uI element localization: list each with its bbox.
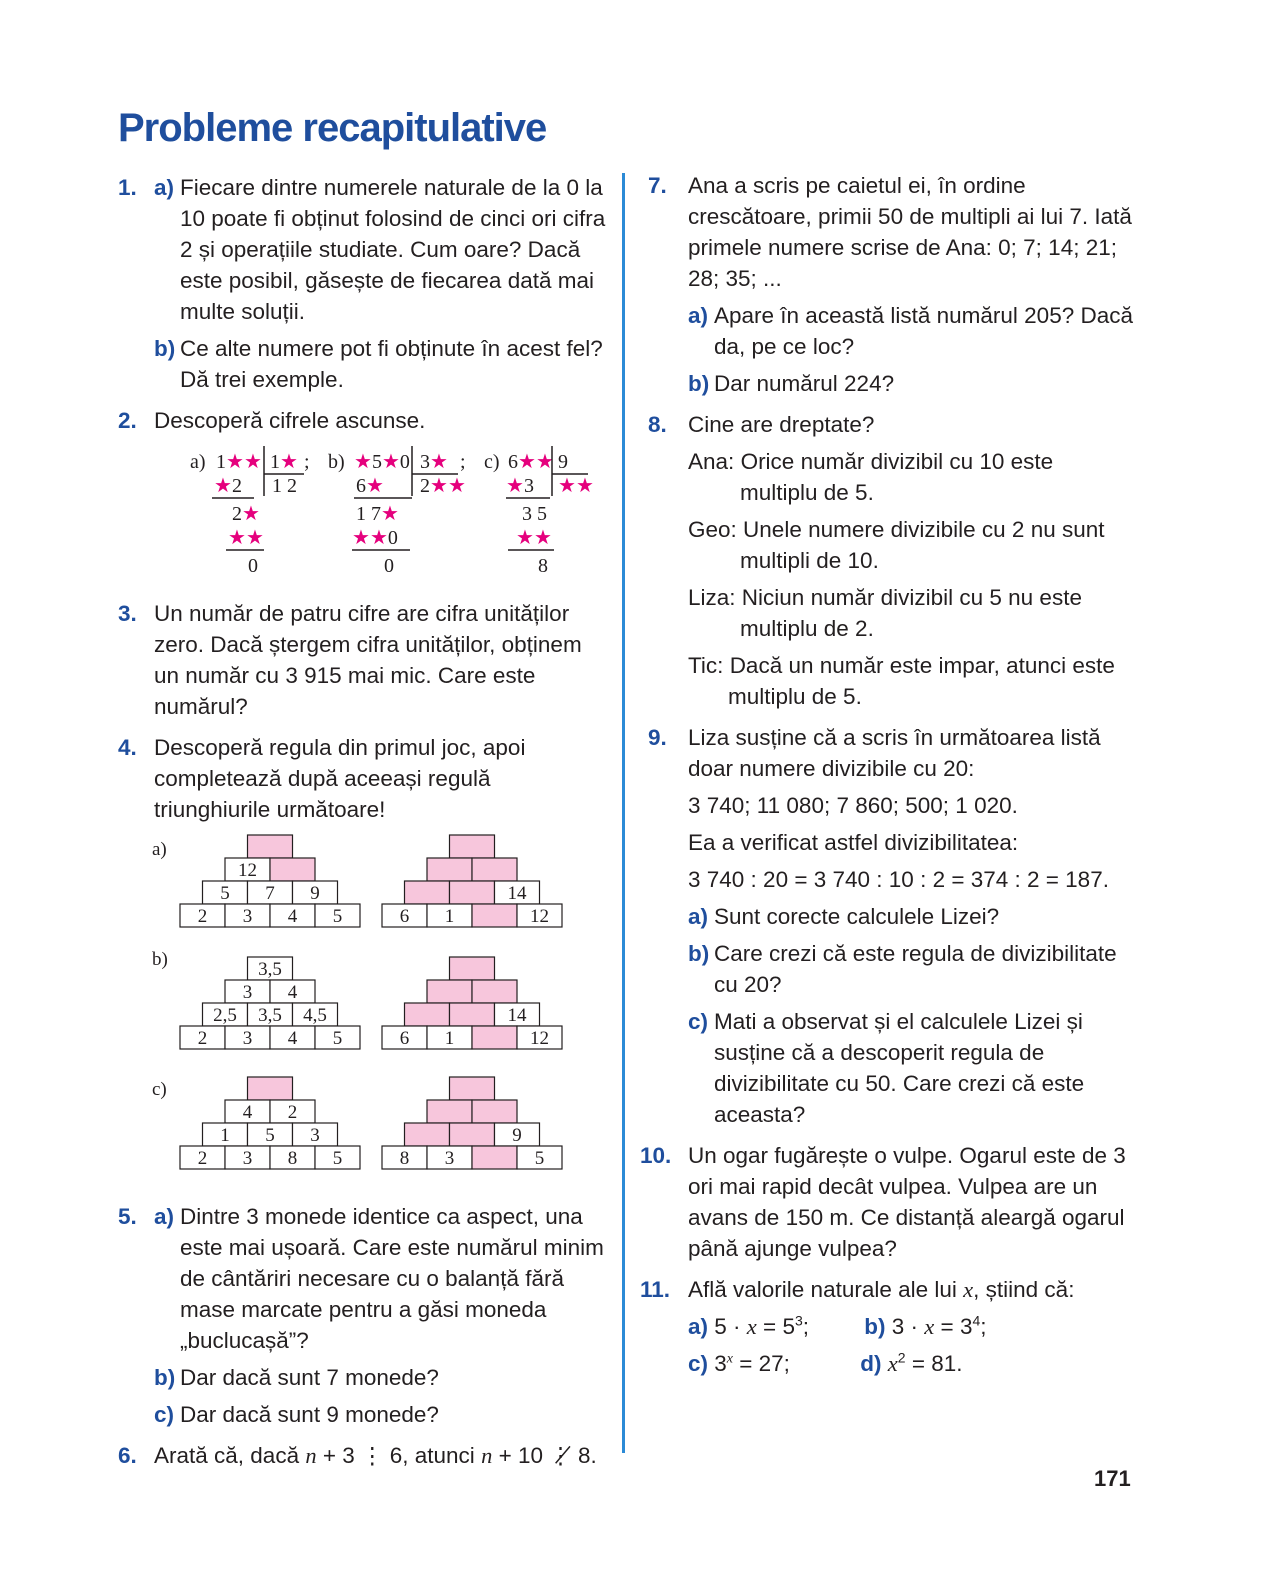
pyramid-cell-value: 2 [287,1102,298,1123]
problem-text: Află valorile naturale ale lui [688,1277,964,1302]
pyramid-cell-value: 14 [507,883,527,904]
pyramid-cell-value: 1 [444,906,455,927]
problem-text: Un număr de patru cifre are cifra unităților zero. Dacă ștergem cifra unităților, obținem un număr cu 3 915 mai mic. Care este numărul? [154,601,582,719]
pyramid-cell-value: 8 [399,1148,410,1169]
division-a-remainder: 0 [248,555,258,577]
pyramid-cell-value: 3 [242,1148,253,1169]
division-b-quotient: 2★★ [420,475,466,497]
subpoint-label: a) [154,175,175,200]
subpoint-label: b) [154,1365,176,1390]
equation-part: = 27; [733,1351,790,1376]
division-c-label: c) [484,451,500,473]
problem-4 [118,732,608,1191]
speaker-name: Ana: [688,449,735,474]
pyramid-b-label: b) [152,949,168,970]
division-b-semicolon: ; [460,451,466,473]
equation-part: 3 [714,1351,727,1376]
pyramid-cell-value: 9 [512,1125,522,1146]
problem-text: Ea a verificat astfel divizibilitatea: [688,830,1019,855]
division-b-label: b) [328,451,345,473]
division-puzzles [154,444,594,584]
problem-number: 11. [640,1277,671,1302]
problem-text: Dintre 3 monede identice ca aspect, una este mai ușoară. Care este numărul minim de cântăriri necesare cu o balanță fără mase marcate pentru a găsi moneda „buclucașă”? [180,1204,604,1353]
division-c-divisor: 9 [558,451,568,473]
problem-5-b [154,1362,608,1393]
dialog-line [688,582,1138,644]
problem-text: Ce alte numere pot fi obținute în acest fel? Dă trei exemple. [180,336,603,392]
division-c-quotient: ★★ [558,475,594,497]
pyramid-cell-value: 12 [238,860,257,881]
division-b-partial: 1 7★ [356,503,399,525]
pyramid-cell-value: 14 [507,1005,527,1026]
subpoint-label: b) [688,941,710,966]
dialog-line [688,650,1138,712]
division-b-subtrahend: 6★ [356,475,384,497]
division-a-semicolon: ; [304,451,310,473]
problem-text: Liza susține că a scris în următoarea listă doar numere divizibile cu 20: [688,725,1101,781]
equation-part: ; [802,1314,810,1339]
subpoint-label: b) [864,1314,886,1339]
problem-text: Arată că, dacă [154,1443,306,1468]
right-column [640,170,1138,1389]
problem-5 [118,1201,608,1430]
pyramid-cell-value: 4,5 [303,1005,327,1026]
equations-row-1 [688,1311,1138,1342]
problem-text: Dar numărul 224? [714,371,895,396]
division-a-partial: 2★ [232,503,260,525]
calculation: 3 740 : 20 = 3 740 : 10 : 2 = 374 : 2 = 187. [688,867,1109,892]
problem-7-a [688,300,1138,362]
problem-2 [118,405,608,584]
pyramid-cell-value: 2 [197,1028,208,1049]
subpoint-label: a) [154,1204,175,1229]
problem-1 [118,172,608,395]
exponent: 2 [897,1349,906,1366]
division-c-partial: 3 5 [522,503,547,525]
math-variable: x [963,1277,974,1302]
speaker-name: Tic: [688,653,724,678]
subpoint-label: c) [154,1402,175,1427]
pyramid-cell-value: 1 [220,1125,230,1146]
division-b-dividend: ★5★0 [354,451,410,473]
equation-part: = 5 [756,1314,795,1339]
pyramid-cell [450,1003,495,1026]
pyramid-cell-value: 8 [287,1148,298,1169]
pyramid-c-label: c) [152,1079,167,1100]
pyramid-cell-value: 12 [530,1028,549,1049]
problem-number: 9. [648,725,667,750]
pyramid-cell-value: 3,5 [258,959,282,980]
dialog-text: multiplu de 5. [740,480,874,505]
division-c-remainder: 8 [538,555,548,577]
problem-text: Ana a scris pe caietul ei, în ordine crescătoare, primii 50 de multipli ai lui 7. Iată primele numere scrise de Ana: 0; 7; 14; 21; 28; 35; ... [688,173,1132,291]
problem-text: Dar dacă sunt 9 monede? [180,1402,439,1427]
division-a-divisor: 1★ [270,451,298,473]
pyramid-cell [472,904,517,927]
pyramid-cell [472,1100,517,1123]
problem-number: 8. [648,412,667,437]
pyramid-cell-value: 5 [332,1148,343,1169]
division-c-subtrahend: ★3 [506,475,534,497]
equation-part: 3 · [891,1314,925,1339]
equation-part: 5 · [714,1314,747,1339]
division-a-label: a) [190,451,206,473]
problem-text: Un ogar fugărește o vulpe. Ogarul este de 3 ori mai rapid decât vulpea. Vulpea are un avans de 150 m. Ce distanță aleargă ogarul până ajunge vulpea? [688,1143,1126,1261]
pyramid-cell-value: 12 [530,906,549,927]
subpoint-label: b) [688,371,710,396]
pyramid-cell-value: 6 [399,1028,410,1049]
problem-text: Dar dacă sunt 7 monede? [180,1365,439,1390]
left-column [118,172,608,1481]
problem-9-b [688,938,1138,1000]
speaker-name: Geo: [688,517,737,542]
pyramid-a-label: a) [152,839,167,860]
column-divider [622,173,625,1453]
problem-text: Sunt corecte calculele Lizei? [714,904,1000,929]
equation-part: = 81. [905,1351,963,1376]
problem-5-c [154,1399,608,1430]
pyramid-cell [450,1123,495,1146]
division-a-quotient: 1 2 [272,475,297,497]
problem-9 [648,722,1138,1130]
pyramid-cell-value: 2 [197,1148,208,1169]
division-b-remainder: 0 [384,555,394,577]
pyramid-cell [270,858,315,881]
speaker-name: Liza: [688,585,736,610]
problem-text: + 3 ⋮ 6, atunci [316,1443,482,1468]
pyramid-cell-value: 3 [242,982,253,1003]
problem-1-a [154,172,608,327]
problem-text: Fiecare dintre numerele naturale de la 0 la 10 poate fi obținut folosind de cinci ori cifra 2 și operațiile studiate. Cum oare? Dacă este posibil, găsește de fiecarea dată mai multe soluții. [180,175,606,324]
problem-text: , știind că: [973,1277,1075,1302]
page-number: 171 [1094,1466,1131,1491]
equation-part: = 3 [934,1314,973,1339]
pyramid-cell [405,1123,450,1146]
problem-1-b [154,333,608,395]
problem-number: 4. [118,735,137,760]
equation-c [688,1348,854,1379]
pyramid-cell-value: 7 [265,883,275,904]
problem-number: 10. [640,1143,672,1168]
exponent: 4 [972,1312,981,1329]
page-title: Probleme recapitulative [118,106,547,150]
math-variable: n [481,1443,493,1468]
dialog-line [688,514,1138,576]
pyramid-cell-value: 3 [242,906,253,927]
math-variable: x [746,1314,757,1339]
problem-6 [118,1440,608,1471]
number-list: 3 740; 11 080; 7 860; 500; 1 020. [688,793,1018,818]
pyramid-cell-value: 5 [220,883,230,904]
division-b-divisor: 3★ [420,451,448,473]
division-c-dividend: 6★★ [508,451,554,473]
problem-text: Care crezi că este regula de divizibilitate cu 20? [714,941,1117,997]
problem-number: 2. [118,408,137,433]
exponent: 3 [794,1312,803,1329]
pyramid-cell [450,957,495,980]
pyramid-cell-value: 6 [399,906,410,927]
problem-9-a [688,901,1138,932]
dialog-text: multiplu de 5. [728,684,862,709]
exponent: x [726,1351,734,1367]
pyramid-cell [427,980,472,1003]
division-c-subtrahend2: ★★ [516,527,552,549]
problem-11 [640,1274,1138,1379]
pyramid-cell-value: 4 [242,1102,253,1123]
pyramid-cell [472,980,517,1003]
problem-text: + 10 ⋮̸ 8. [492,1443,597,1468]
problem-text: Apare în această listă numărul 205? Dacă da, pe ce loc? [714,303,1133,359]
pyramid-cell [472,1146,517,1169]
subpoint-label: a) [688,904,709,929]
problem-text: Descoperă regula din primul joc, apoi completează după aceeași regulă triunghiurile următoare! [154,735,526,822]
pyramid-cell [450,1077,495,1100]
pyramid-cell-value: 4 [287,982,298,1003]
problem-number: 5. [118,1204,137,1229]
dialog-line [688,446,1138,508]
subpoint-label: a) [688,1314,709,1339]
equation-part: ; [980,1314,987,1339]
problem-3 [118,598,608,722]
pyramid-cell-value: 3 [310,1125,320,1146]
equation-b [864,1314,986,1339]
problem-number: 7. [648,173,667,198]
problem-9-c [688,1006,1138,1130]
division-b-subtrahend2: ★★0 [352,527,398,549]
pyramid-cell-value: 4 [287,906,298,927]
pyramid-cell [427,1100,472,1123]
pyramid-cell-value: 3 [242,1028,253,1049]
pyramid-cell-value: 1 [444,1028,455,1049]
pyramid-cell-value: 5 [265,1125,275,1146]
pyramid-cell-value: 5 [332,906,343,927]
math-variable: x [924,1314,935,1339]
dialog-text: multipli de 10. [740,548,879,573]
problem-7-b [688,368,1138,399]
pyramid-cell-value: 3,5 [258,1005,282,1026]
pyramid-cell-value: 5 [332,1028,343,1049]
pyramid-cell [248,835,293,858]
dialog-text: Dacă un număr este impar, atunci este [729,653,1115,678]
pyramid-cell [450,835,495,858]
dialog-text: Unele numere divizibile cu 2 nu sunt [743,517,1105,542]
problem-text: Cine are dreptate? [688,412,875,437]
pyramid-cell [405,881,450,904]
subpoint-label: d) [860,1351,882,1376]
equations-row-2 [688,1348,1138,1379]
math-variable: x [887,1351,898,1376]
problem-number: 6. [118,1443,137,1468]
pyramid-puzzles [118,831,578,1191]
pyramid-cell [472,1026,517,1049]
pyramid-cell [405,1003,450,1026]
dialog-text: multiplu de 2. [740,616,874,641]
pyramid-cell-value: 4 [287,1028,298,1049]
problem-10 [640,1140,1138,1264]
pyramid-cell-value: 5 [534,1148,545,1169]
pyramid-cell-value: 2 [197,906,208,927]
pyramid-cell [472,858,517,881]
problem-8 [648,409,1138,712]
dialog-text: Orice număr divizibil cu 10 este [740,449,1054,474]
problem-text: Descoperă cifrele ascunse. [154,408,426,433]
division-a-dividend: 1★★ [216,451,262,473]
subpoint-label: b) [154,336,176,361]
division-a-subtrahend2: ★★ [228,527,264,549]
pyramid-cell [450,881,495,904]
dialog-text: Niciun număr divizibil cu 5 nu este [741,585,1082,610]
dialog-list [688,446,1138,712]
pyramid-cell-value: 3 [444,1148,455,1169]
subpoint-label: a) [688,303,709,328]
problem-5-a [154,1201,608,1356]
pyramid-cell-value: 9 [310,883,320,904]
problem-number: 3. [118,601,137,626]
division-a-subtrahend: ★2 [214,475,242,497]
pyramid-cell [248,1077,293,1100]
problem-7 [648,170,1138,399]
pyramid-cell [427,858,472,881]
problem-number: 1. [118,175,137,200]
math-variable: n [305,1443,317,1468]
problem-text: Mati a observat și el calculele Lizei și susține că a descoperit regula de divizibilitate cu 50. Care crezi că este aceasta? [714,1009,1085,1127]
pyramid-cell-value: 2,5 [213,1005,237,1026]
subpoint-label: c) [688,1009,709,1034]
subpoint-label: c) [688,1351,709,1376]
equation-d [860,1351,962,1376]
equation-a [688,1311,858,1342]
